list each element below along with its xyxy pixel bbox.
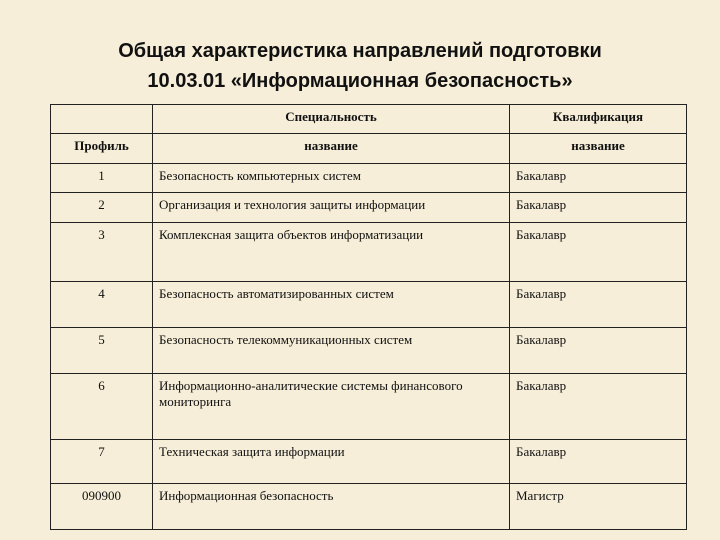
table-row	[51, 484, 687, 530]
row-qualification: Бакалавр	[510, 328, 687, 374]
document-title	[0, 36, 720, 96]
header-row-1	[51, 105, 687, 134]
row-qualification: Бакалавр	[510, 164, 687, 193]
row-number: 3	[51, 223, 153, 282]
table-row	[51, 282, 687, 328]
row-number: 5	[51, 328, 153, 374]
header-profile: Профиль	[51, 134, 153, 164]
header-empty-cell	[51, 105, 153, 134]
row-number: 6	[51, 374, 153, 440]
row-number: 090900	[51, 484, 153, 530]
row-name: Безопасность автоматизированных систем	[153, 282, 510, 328]
header-qualification: Квалификация	[510, 105, 687, 134]
header-specialty-name: название	[153, 134, 510, 164]
row-qualification: Бакалавр	[510, 374, 687, 440]
row-name: Информационно-аналитические системы финансового мониторинга	[153, 374, 510, 440]
row-number: 1	[51, 164, 153, 193]
table-row	[51, 374, 687, 440]
row-qualification: Бакалавр	[510, 440, 687, 484]
row-number: 2	[51, 193, 153, 223]
row-name: Комплексная защита объектов информатизации	[153, 223, 510, 282]
row-qualification: Бакалавр	[510, 223, 687, 282]
row-qualification: Магистр	[510, 484, 687, 530]
table-row	[51, 223, 687, 282]
row-number: 7	[51, 440, 153, 484]
row-name: Организация и технология защиты информации	[153, 193, 510, 223]
title-line-1: Общая характеристика направлений подготовки	[118, 40, 602, 62]
row-name: Техническая защита информации	[153, 440, 510, 484]
row-qualification: Бакалавр	[510, 282, 687, 328]
table-row	[51, 440, 687, 484]
row-name: Безопасность компьютерных систем	[153, 164, 510, 193]
row-name: Информационная безопасность	[153, 484, 510, 530]
table-row	[51, 328, 687, 374]
row-number: 4	[51, 282, 153, 328]
header-qualification-name: название	[510, 134, 687, 164]
table-row	[51, 164, 687, 193]
header-specialty: Специальность	[153, 105, 510, 134]
table-row	[51, 193, 687, 223]
programs-table	[50, 104, 687, 530]
title-line-2: 10.03.01 «Информационная безопасность»	[147, 70, 573, 92]
row-qualification: Бакалавр	[510, 193, 687, 223]
row-name: Безопасность телекоммуникационных систем	[153, 328, 510, 374]
header-row-2	[51, 134, 687, 164]
